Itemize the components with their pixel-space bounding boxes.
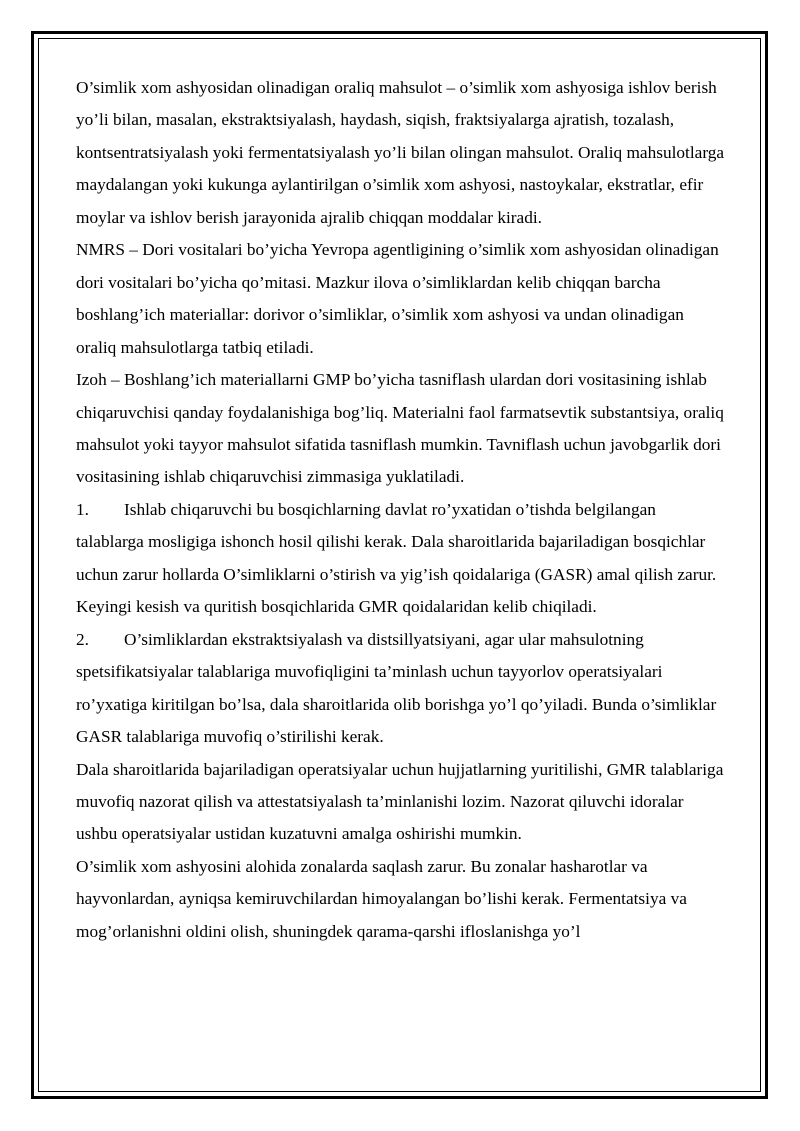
item-number: 2. [76,629,89,649]
item-text: Ishlab chiqaruvchi bu bosqichlarning davlat ro’yxatidan o’tishda belgilangan talablarga mosligiga ishonch hosil qilishi kerak. Dala sharoitlarida bajariladigan bosqichlar uchun zarur hollarda O’simliklarni o’stirish va yig’ish qoidalariga (GASR) amal qilish zarur. Keyingi kesish va quritish bosqichlarida GMR qoidalaridan kelib chiqiladi. [76,499,717,617]
item-text: O’simliklardan ekstraktsiyalash va distsillyatsiyani, agar ular mahsulotning spetsifikatsiyalar talablariga muvofiqligini ta’minlash uchun tayyorlov operatsiyalari ro’yxatiga kiritilgan bo’lsa, dala sharoitlarida olib borishga yo’l qo’yiladi. Bunda o’simliklar GASR talablariga muvofiq o’stirilishi kerak. [76,629,717,747]
numbered-item [76,494,728,624]
paragraph-storage: O’simlik xom ashyosini alohida zonalarda saqlash zarur. Bu zonalar hasharotlar va hayvonlardan, ayniqsa kemiruvchilardan himoyalangan bo’lishi kerak. Fermentatsiya va mog’orlanishni oldini olish, shuningdek qarama-qarshi ifloslanishga yo’l [76,856,687,941]
paragraph-note: Izoh – Boshlang’ich materiallarni GMP bo’yicha tasniflash ulardan dori vositasining ishlab chiqaruvchisi qanday foydalanishiga bog’liq. Materialni faol farmatsevtik substantsiya, oraliq mahsulot yoki tayyor mahsulot sifatida tasniflash mumkin. Tavniflash uchun javobgarlik dori vositasining ishlab chiqaruvchisi zimmasiga yuklatiladi. [76,370,724,487]
document-body [76,72,728,948]
item-number: 1. [76,499,89,519]
paragraph-intermediate-product: O’simlik xom ashyosidan olinadigan oraliq mahsulot – o’simlik xom ashyosiga ishlov berish yo’li bilan, masalan, ekstraktsiyalash, haydash, siqish, fraktsiyalarga ajratish, tozalash, kontsentratsiyalash yoki fermentatsiyalash yo’li bilan olingan mahsulot. Oraliq mahsulotlarga maydalangan yoki kukunga aylantirilgan o’simlik xom ashyosi, nastoykalar, ekstratlar, efir moylar va ishlov berish jarayonida ajralib chiqqan moddalar kiradi. [76,78,725,227]
paragraph-nmrs-definition: NMRS – Dori vositalari bo’yicha Yevropa agentligining o’simlik xom ashyosidan olinadigan dori vositalari bo’yicha qo’mitasi. Mazkur ilova o’simliklardan kelib chiqqan barcha boshlang’ich materiallar: dorivor o’simliklar, o’simlik xom ashyosi va undan olinadigan oraliq mahsulotlarga tatbiq etiladi. [76,240,719,357]
paragraph-field-operations: Dala sharoitlarida bajariladigan operatsiyalar uchun hujjatlarning yuritilishi, GMR talablariga muvofiq nazorat qilish va attestatsiyalash ta’minlanishi lozim. Nazorat qiluvchi idoralar ushbu operatsiyalar ustidan kuzatuvni amalga oshirishi mumkin. [76,759,724,844]
numbered-item [76,624,728,754]
